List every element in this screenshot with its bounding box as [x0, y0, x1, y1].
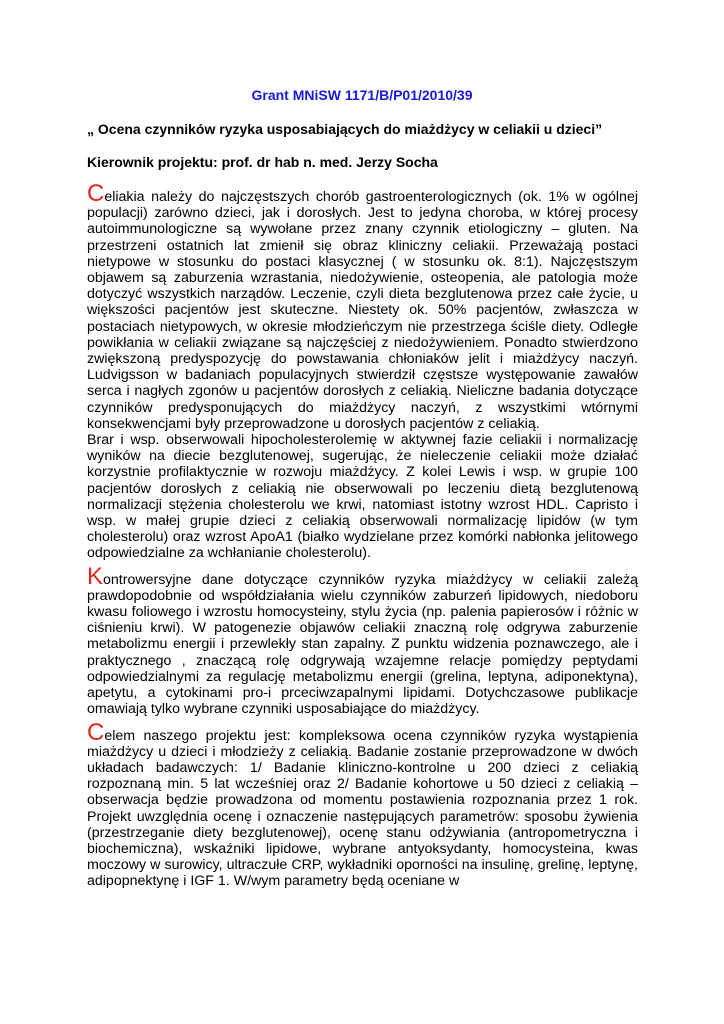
- paragraph-intro: [87, 180, 638, 432]
- paragraph-text: Brar i wsp. obserwowali hipocholesterolemię w aktywnej fazie celiakii i normalizację wyników na diecie bezglutenowej, sugerując, że nieleczenie celiakii może działać korzystnie profilaktycznie w rozwoju miażdżycy. Z kolei Lewis i wsp. w grupie 100 pacjentów dorosłych z celiakią nie obserwowali po leczeniu dietą bezglutenową normalizacji stężenia cholesterolu we krwi, natomiast istotny wzrost HDL. Capristo i wsp. w małej grupie dzieci z celiakią obserwowali normalizację lipidów (w tym cholesterolu) oraz wzrost ApoA1 (białko wydzielane przez komórki nabłonka jelitowego odpowiedzialne za wchłanianie cholesterolu).: [87, 432, 638, 562]
- grant-number: Grant MNiSW 1171/B/P01/2010/39: [251, 87, 473, 103]
- paragraph-text: elem naszego projektu jest: kompleksowa ocena czynników ryzyka wystąpienia miażdżycy u dzieci i młodzieży z celiakią. Badanie zostanie przeprowadzone w dwóch układach badawczych: 1/ Badanie kliniczno-kontrolne u 200 dzieci z celiakią rozpoznaną min. 5 lat wcześniej oraz 2/ Badanie kohortowe u 50 dzieci z celiakią – obserwacja będzie prowadzona od momentu postawienia rozpoznania przez 1 rok. Projekt uwzględnia ocenę i oznaczenie następujących parametrów: sposobu żywienia (przestrzeganie diety bezglutenowej), ocenę stanu odżywiania (antropometryczna i biochemiczna), wskaźniki lipidowe, wybrane antyoksydanty, homocysteina, kwas moczowy w surowicy, ultraczułe CRP, wykładniki oporności na insulinę, grelinę, leptynę, adipopnektynę i IGF 1. W/wym parametry będą oceniane w: [87, 727, 638, 890]
- dropcap-letter: K: [87, 562, 104, 590]
- paragraph-studies: [87, 432, 638, 562]
- paragraph-controversy: [87, 562, 638, 718]
- document-body: [87, 180, 638, 890]
- paragraph-text: ontrowersyjne dane dotyczące czynników ryzyka miażdżycy w celiakii zależą prawdopodobnie od współdziałania wielu czynników zaburzeń lipidowych, niedoboru kwasu foliowego i wzrostu homocysteiny, stylu życia (np. palenia papierosów i różnic w ciśnieniu krwi). W patogenezie objawów celiakii znaczną rolę odgrywa zaburzenie metabolizmu energii i przewlekły stan zapalny. Z punktu widzenia poznawczego, ale i praktycznego , znaczącą rolę odgrywają wzajemne relacje pomiędzy peptydami odpowiedzialnymi za regulację metabolizmu energii (grelina, leptyna, adiponektyna), apetytu, a cytokinami pro-i prceciwzapalnymi lipidami. Dotychczasowe publikacje omawiają tylko wybrane czynniki usposabiające do miażdżycy.: [87, 571, 638, 718]
- project-leader: Kierownik projektu: prof. dr hab n. med. Jerzy Socha: [87, 154, 438, 170]
- project-title: „ Ocena czynników ryzyka usposabiających do miażdżycy w celiakii u dzieci”: [87, 121, 603, 137]
- dropcap-letter: C: [87, 180, 105, 207]
- paragraph-text: eliakia należy do najczęstszych chorób gastroenterologicznych (ok. 1% w ogólnej populacji) zarówno dzieci, jak i dorosłych. Jest to jedyna choroba, w której procesy autoimmunologiczne są wywołane przez znany czynnik etiologiczny – gluten. Na przestrzeni ostatnich lat zmienił się obraz kliniczny celiakii. Przeważają postaci nietypowe w stosunku do postaci klasycznej ( w stosunku ok. 8:1). Najczęstszym objawem są zaburzenia wzrastania, niedożywienie, osteopenia, ale patologia może dotyczyć wszystkich narządów. Leczenie, czyli dieta bezglutenowa przez całe życie, u większości pacjentów jest skuteczne. Niestety ok. 50% pacjentów, zwłaszcza w postaciach nietypowych, w okresie młodzieńczym nie przestrzega ściśle diety. Odległe powikłania w celiakii związane są najczęściej z niedożywieniem. Ponadto stwierdzono zwiększoną predyspozycję do powstawania chłoniaków jelit i miażdżycy naczyń. Ludvigsson w badaniach populacyjnych stwierdził częstsze występowanie zawałów serca i nagłych zgonów u pacjentów dorosłych z celiakią. Nieliczne badania dotyczące czynników predysponujących do miażdżycy naczyń, z wszystkimi wtórnymi konsekwencjami były przeprowadzone u dorosłych pacjentów z celiakią.: [87, 189, 638, 432]
- paragraph-aim: [87, 718, 638, 890]
- dropcap-letter: C: [87, 718, 105, 746]
